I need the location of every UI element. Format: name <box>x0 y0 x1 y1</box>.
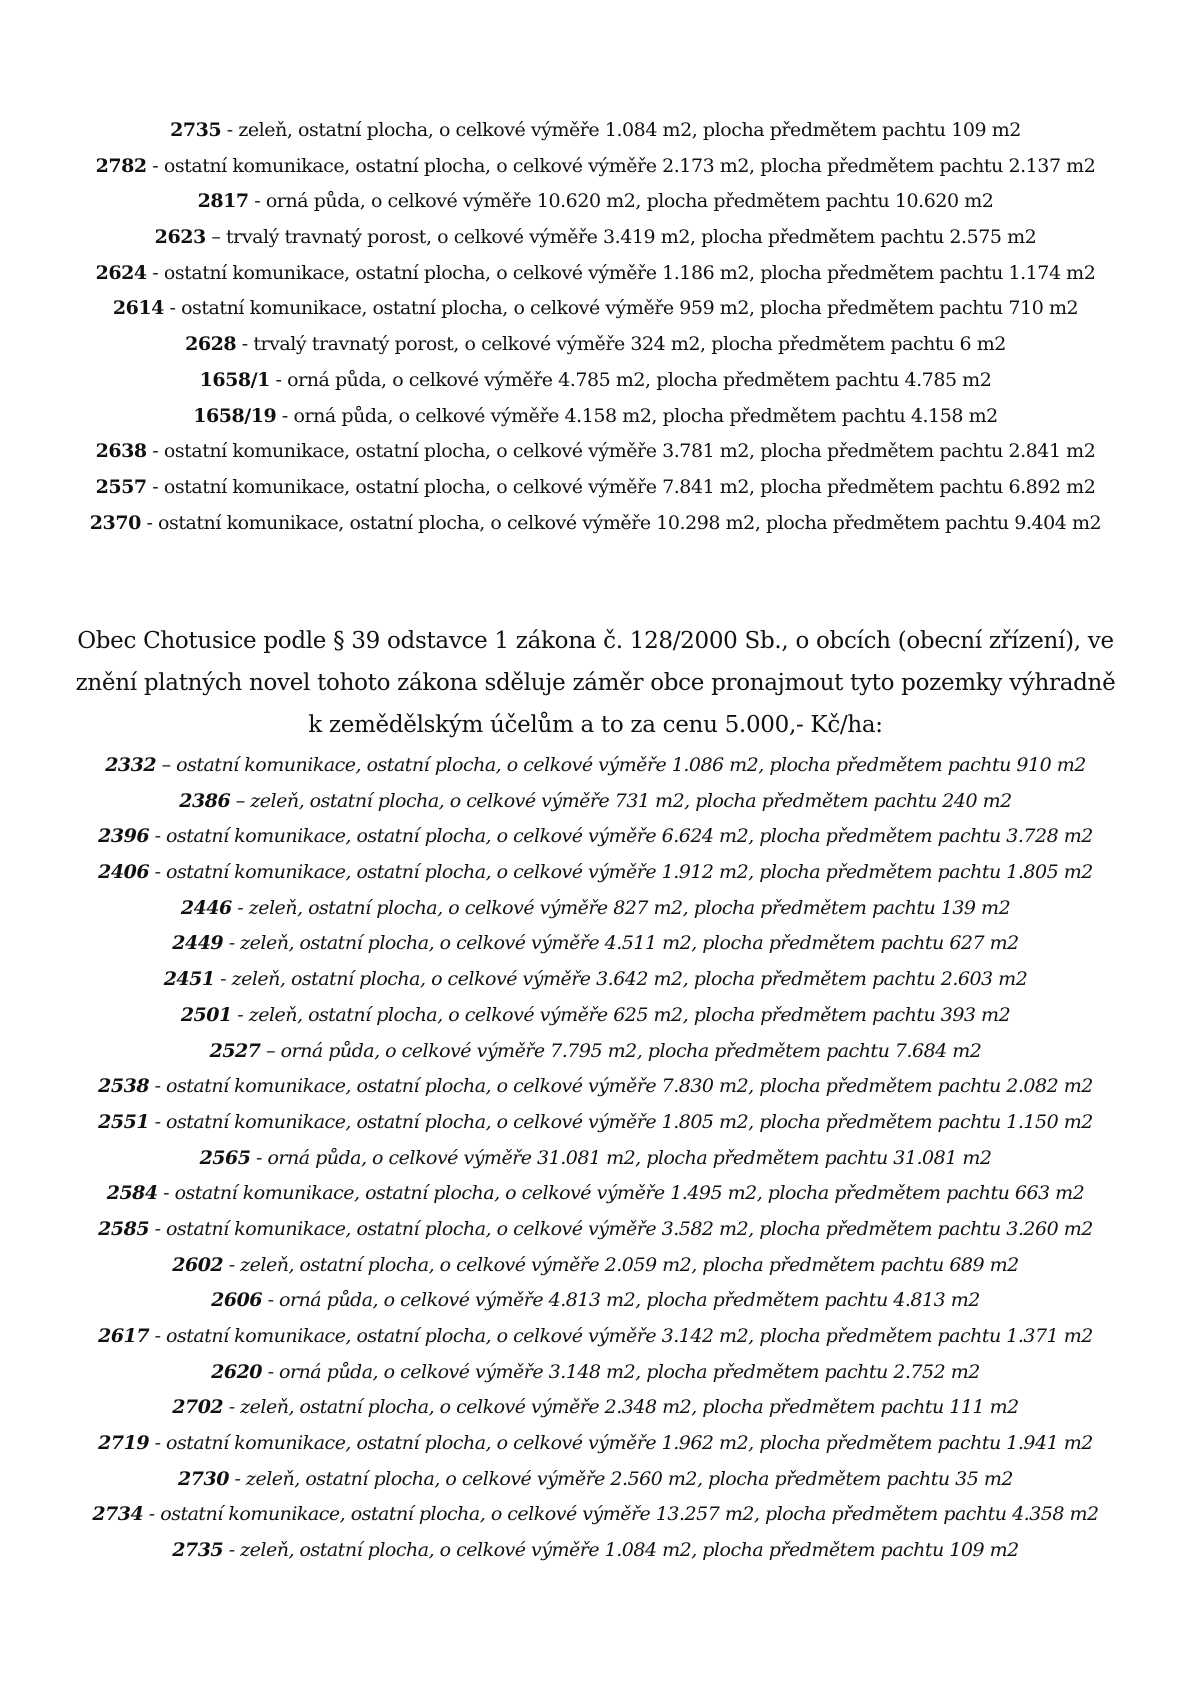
parcel-row <box>0 1176 1191 1212</box>
notice-line: znění platných novel tohoto zákona sděluje záměr obce pronajmout tyto pozemky výhradně <box>75 670 1116 696</box>
parcel-row <box>0 149 1191 185</box>
parcel-number: 2735 <box>172 1539 224 1562</box>
parcel-number: 1658/1 <box>199 368 270 391</box>
parcel-number: 2817 <box>197 190 249 213</box>
parcel-row <box>0 855 1191 891</box>
parcel-description: - orná půda, o celkové výměře 4.785 m2, plocha předmětem pachtu 4.785 m2 <box>269 368 992 391</box>
parcel-row <box>0 1034 1191 1070</box>
parcel-description: - zeleň, ostatní plocha, o celkové výměře 2.059 m2, plocha předmětem pachtu 689 m2 <box>223 1253 1019 1276</box>
parcel-row <box>0 784 1191 820</box>
parcel-number: 2584 <box>106 1182 158 1205</box>
parcel-row <box>0 1141 1191 1177</box>
parcel-number: 2782 <box>95 154 147 177</box>
parcel-number: 2446 <box>180 896 232 919</box>
parcel-number: 2551 <box>98 1110 150 1133</box>
parcel-description: – zeleň, ostatní plocha, o celkové výměře 731 m2, plocha předmětem pachtu 240 m2 <box>230 789 1012 812</box>
parcel-row <box>0 363 1191 399</box>
parcel-description: - ostatní komunikace, ostatní plocha, o celkové výměře 1.962 m2, plocha předmětem pachtu 1.941 m2 <box>149 1432 1093 1455</box>
parcel-row <box>0 470 1191 506</box>
parcel-number: 2585 <box>98 1217 150 1240</box>
parcel-row <box>0 1283 1191 1319</box>
parcel-row <box>0 256 1191 292</box>
parcel-description: - zeleň, ostatní plocha, o celkové výměře 3.642 m2, plocha předmětem pachtu 2.603 m2 <box>214 968 1028 991</box>
parcel-description: - ostatní komunikace, ostatní plocha, o celkové výměře 1.912 m2, plocha předmětem pachtu 1.805 m2 <box>149 861 1093 884</box>
parcel-row <box>0 926 1191 962</box>
parcel-number: 2370 <box>89 511 141 534</box>
parcel-number: 1658/19 <box>193 404 277 427</box>
parcel-number: 2623 <box>154 226 206 249</box>
parcel-description: - zeleň, ostatní plocha, o celkové výměře 2.560 m2, plocha předmětem pachtu 35 m2 <box>228 1467 1013 1490</box>
parcel-row <box>0 1390 1191 1426</box>
parcel-row <box>0 1069 1191 1105</box>
parcel-number: 2624 <box>95 261 147 284</box>
parcel-row <box>0 891 1191 927</box>
parcel-description: - orná půda, o celkové výměře 4.813 m2, plocha předmětem pachtu 4.813 m2 <box>262 1289 980 1312</box>
parcel-number: 2527 <box>209 1039 261 1062</box>
parcel-number: 2617 <box>98 1325 150 1347</box>
parcel-number: 2702 <box>172 1396 224 1419</box>
parcel-description: – ostatní komunikace, ostatní plocha, o celkové výměře 1.086 m2, plocha předmětem pachtu 910 m2 <box>156 754 1086 776</box>
parcel-number: 2449 <box>172 932 224 955</box>
parcel-list-upright <box>0 113 1191 541</box>
parcel-description: - ostatní komunikace, ostatní plocha, o celkové výměře 1.495 m2, plocha předmětem pachtu 663 m2 <box>157 1182 1085 1205</box>
parcel-description: - zeleň, ostatní plocha, o celkové výměře 4.511 m2, plocha předmětem pachtu 627 m2 <box>223 932 1019 955</box>
parcel-row <box>0 1355 1191 1391</box>
parcel-description: - orná půda, o celkové výměře 31.081 m2, plocha předmětem pachtu 31.081 m2 <box>250 1146 992 1169</box>
parcel-description: – orná půda, o celkové výměře 7.795 m2, plocha předmětem pachtu 7.684 m2 <box>260 1039 982 1062</box>
parcel-description: - ostatní komunikace, ostatní plocha, o celkové výměře 6.624 m2, plocha předmětem pachtu 3.728 m2 <box>149 825 1093 848</box>
parcel-row <box>0 962 1191 998</box>
parcel-number: 2602 <box>172 1253 224 1276</box>
parcel-description: - ostatní komunikace, ostatní plocha, o celkové výměře 3.781 m2, plocha předmětem pachtu 2.841 m2 <box>146 440 1096 463</box>
parcel-number: 2719 <box>98 1432 150 1455</box>
parcel-number: 2620 <box>211 1360 263 1383</box>
parcel-row <box>0 327 1191 363</box>
parcel-description: - ostatní komunikace, ostatní plocha, o celkové výměře 13.257 m2, plocha předmětem pachtu 4.358 m2 <box>143 1503 1099 1526</box>
parcel-row <box>0 1212 1191 1248</box>
parcel-row <box>0 998 1191 1034</box>
parcel-description: - ostatní komunikace, ostatní plocha, o celkové výměře 2.173 m2, plocha předmětem pachtu 2.137 m2 <box>146 154 1096 177</box>
parcel-number: 2451 <box>163 968 215 991</box>
parcel-number: 2386 <box>179 789 231 812</box>
parcel-description: - orná půda, o celkové výměře 10.620 m2, plocha předmětem pachtu 10.620 m2 <box>248 190 994 213</box>
parcel-number: 2734 <box>92 1503 144 1526</box>
parcel-description: - orná půda, o celkové výměře 3.148 m2, plocha předmětem pachtu 2.752 m2 <box>262 1360 980 1383</box>
parcel-number: 2557 <box>95 475 147 498</box>
parcel-description: - orná půda, o celkové výměře 4.158 m2, plocha předmětem pachtu 4.158 m2 <box>276 404 998 427</box>
parcel-number: 2538 <box>98 1075 150 1098</box>
parcel-description: - ostatní komunikace, ostatní plocha, o celkové výměře 10.298 m2, plocha předmětem pachtu 9.404 m2 <box>140 511 1102 534</box>
lease-notice-paragraph <box>0 620 1191 746</box>
parcel-row <box>0 434 1191 470</box>
parcel-row <box>0 113 1191 149</box>
parcel-description: – trvalý travnatý porost, o celkové výměře 3.419 m2, plocha předmětem pachtu 2.575 m2 <box>205 226 1037 249</box>
parcel-number: 2332 <box>105 754 157 776</box>
parcel-row <box>0 184 1191 220</box>
parcel-description: - trvalý travnatý porost, o celkové výměře 324 m2, plocha předmětem pachtu 6 m2 <box>236 333 1006 356</box>
notice-line: Obec Chotusice podle § 39 odstavce 1 zákona č. 128/2000 Sb., o obcích (obecní zřízení), ve <box>77 628 1114 654</box>
parcel-description: - zeleň, ostatní plocha, o celkové výměře 625 m2, plocha předmětem pachtu 393 m2 <box>231 1003 1011 1026</box>
parcel-number: 2606 <box>211 1289 263 1312</box>
parcel-row <box>0 399 1191 435</box>
parcel-row <box>0 291 1191 327</box>
parcel-list-italic <box>0 748 1191 1569</box>
parcel-description: - zeleň, ostatní plocha, o celkové výměře 2.348 m2, plocha předmětem pachtu 111 m2 <box>223 1396 1019 1419</box>
parcel-number: 2628 <box>185 333 237 356</box>
parcel-description: - ostatní komunikace, ostatní plocha, o celkové výměře 7.830 m2, plocha předmětem pachtu 2.082 m2 <box>149 1075 1093 1098</box>
parcel-row <box>0 1248 1191 1284</box>
parcel-row <box>0 1533 1191 1569</box>
parcel-row <box>0 748 1191 784</box>
parcel-number: 2565 <box>199 1146 251 1169</box>
parcel-row <box>0 819 1191 855</box>
parcel-row <box>0 220 1191 256</box>
parcel-description: - zeleň, ostatní plocha, o celkové výměře 827 m2, plocha předmětem pachtu 139 m2 <box>231 896 1011 919</box>
parcel-description: - zeleň, ostatní plocha, o celkové výměře 1.084 m2, plocha předmětem pachtu 109 m2 <box>221 119 1021 141</box>
parcel-description: - ostatní komunikace, ostatní plocha, o celkové výměře 3.142 m2, plocha předmětem pachtu 1.371 m2 <box>149 1325 1093 1347</box>
parcel-row <box>0 1497 1191 1533</box>
parcel-number: 2730 <box>178 1467 229 1490</box>
parcel-description: - ostatní komunikace, ostatní plocha, o celkové výměře 3.582 m2, plocha předmětem pachtu 3.260 m2 <box>149 1217 1093 1240</box>
parcel-number: 2638 <box>95 440 147 463</box>
parcel-description: - ostatní komunikace, ostatní plocha, o celkové výměře 7.841 m2, plocha předmětem pachtu 6.892 m2 <box>146 475 1096 498</box>
parcel-description: - zeleň, ostatní plocha, o celkové výměře 1.084 m2, plocha předmětem pachtu 109 m2 <box>223 1539 1019 1562</box>
parcel-number: 2614 <box>112 297 164 320</box>
parcel-description: - ostatní komunikace, ostatní plocha, o celkové výměře 959 m2, plocha předmětem pachtu 710 m2 <box>163 297 1079 320</box>
parcel-row <box>0 1105 1191 1141</box>
parcel-description: - ostatní komunikace, ostatní plocha, o celkové výměře 1.805 m2, plocha předmětem pachtu 1.150 m2 <box>149 1110 1093 1133</box>
parcel-number: 2396 <box>98 825 150 848</box>
notice-line: k zemědělským účelům a to za cenu 5.000,- Kč/ha: <box>308 712 883 738</box>
parcel-description: - ostatní komunikace, ostatní plocha, o celkové výměře 1.186 m2, plocha předmětem pachtu 1.174 m2 <box>146 261 1096 284</box>
parcel-row <box>0 1462 1191 1498</box>
parcel-number: 2735 <box>170 119 222 141</box>
parcel-row <box>0 1319 1191 1355</box>
parcel-number: 2501 <box>180 1003 232 1026</box>
parcel-number: 2406 <box>98 861 150 884</box>
parcel-row <box>0 506 1191 542</box>
parcel-row <box>0 1426 1191 1462</box>
